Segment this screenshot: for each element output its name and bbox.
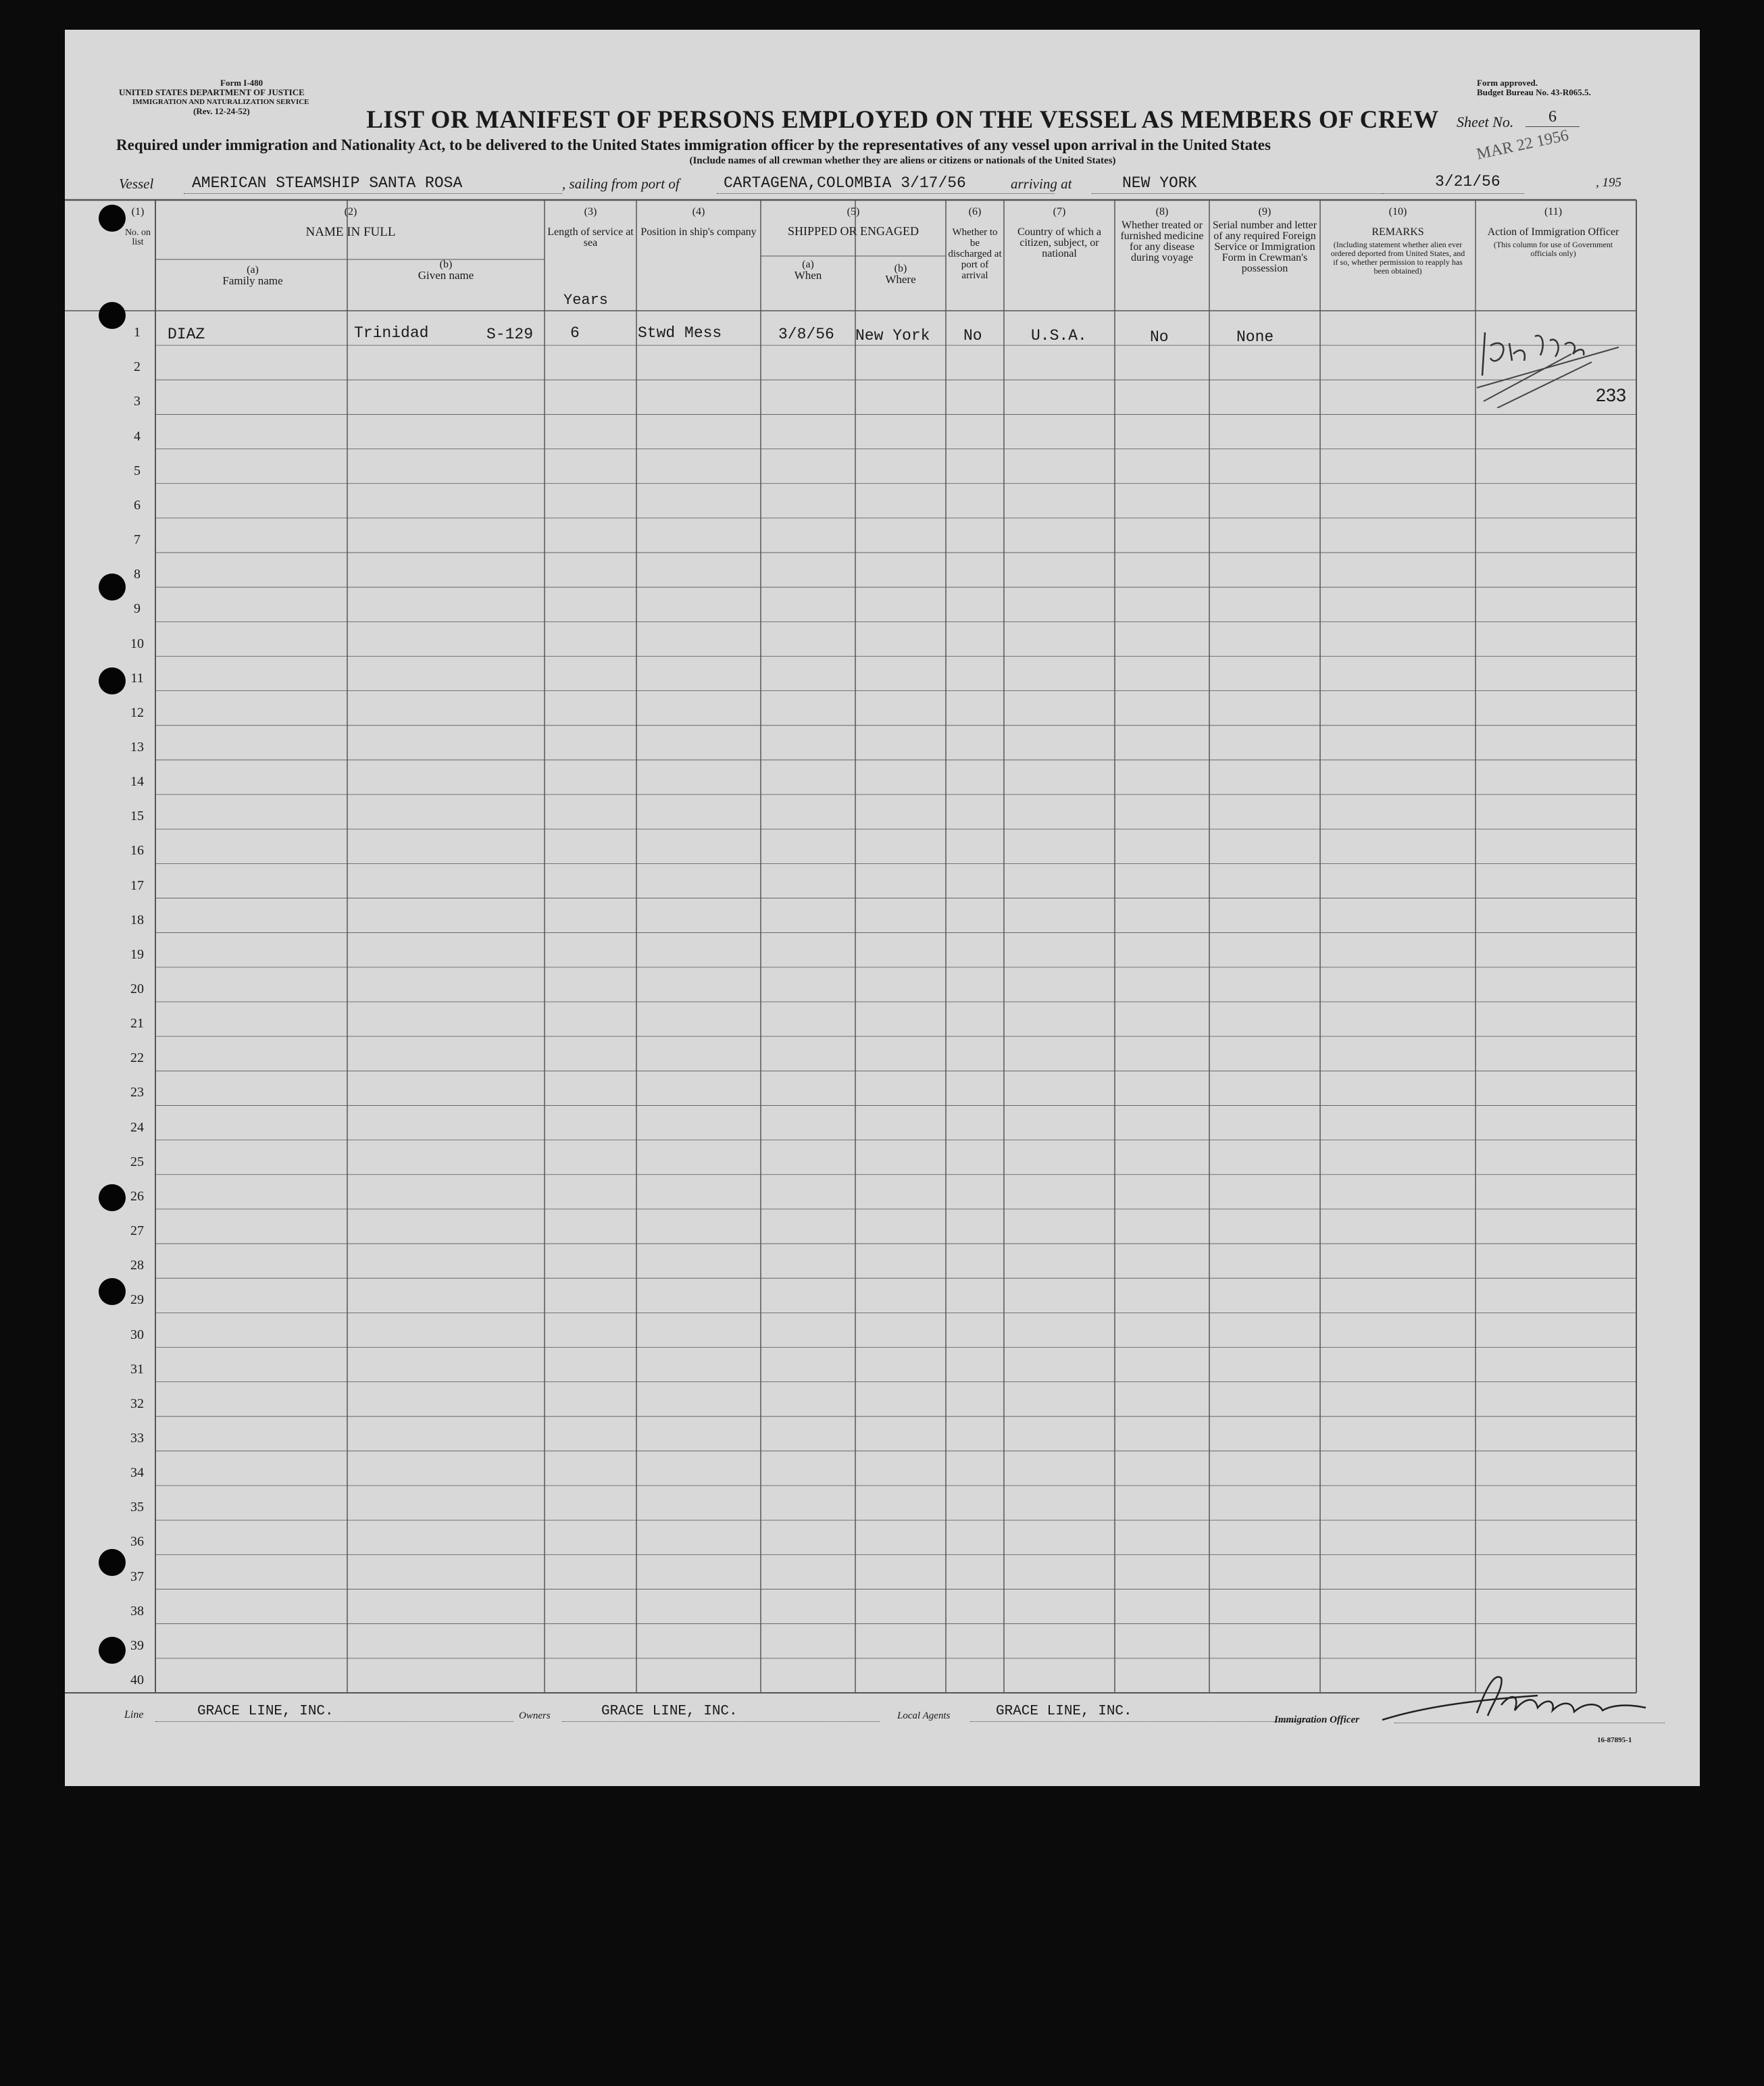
col5b-header: (b) Where [885, 263, 916, 286]
department-name: UNITED STATES DEPARTMENT OF JUSTICE [119, 87, 305, 97]
arrival-date: 3/21/56 [1435, 173, 1501, 190]
sheet-label: Sheet No. [1457, 113, 1514, 130]
col2-header: (2) NAME IN FULL [305, 206, 396, 239]
row-number: 8 [134, 567, 141, 582]
col9-header: (9) Serial number and letter of any required Foreign Service or Immigration Form in Crewman's possession [1212, 206, 1317, 274]
row-number: 14 [130, 774, 144, 790]
entry-years: 6 [570, 324, 580, 342]
year-label: , 195 [1596, 176, 1621, 190]
col2a-header: (a) Family name [222, 264, 283, 287]
page-title: LIST OR MANIFEST OF PERSONS EMPLOYED ON THE VESSEL AS MEMBERS OF CREW [366, 106, 1439, 134]
row-number: 20 [130, 982, 144, 996]
row-number: 26 [130, 1188, 144, 1204]
entry-family-name: DIAZ [168, 326, 205, 343]
col4-header: (4) Position in ship's company [640, 206, 757, 238]
row-number: 35 [130, 1500, 144, 1515]
row-number: 19 [130, 946, 144, 962]
row-number: 23 [130, 1085, 144, 1100]
form-number: Form I-480 [220, 78, 263, 88]
punch-hole [99, 1278, 126, 1305]
col5-header: (5) SHIPPED OR ENGAGED [787, 206, 919, 238]
budget-number: Budget Bureau No. 43-R065.5. [1477, 87, 1591, 97]
row-number: 38 [130, 1603, 144, 1619]
row-number: 13 [130, 739, 144, 755]
row-number: 37 [130, 1569, 144, 1584]
years-unit: Years [563, 292, 609, 309]
row-number: 34 [130, 1465, 144, 1481]
row-number: 1 [134, 325, 141, 340]
row-number: 39 [130, 1637, 144, 1653]
entry-where: New York [855, 327, 930, 345]
subtitle-note: (Include names of all crewman whether they are aliens or citizens or nationals of the United States) [689, 155, 1116, 166]
page-subtitle: Required under immigration and Nationality Act, to be delivered to the United States immigration officer by the representatives of any vessel upon arrival in the United States [116, 136, 1271, 153]
arrival-port: NEW YORK [1122, 174, 1197, 192]
officer-signature [1376, 1658, 1666, 1732]
punch-hole [99, 1549, 126, 1576]
row-number: 3 [134, 394, 141, 409]
officer-label: Immigration Officer [1274, 1714, 1359, 1725]
row-number: 21 [130, 1016, 144, 1032]
col2b-header: (b) Given name [418, 259, 474, 282]
row-number: 7 [134, 532, 141, 548]
owners-value: GRACE LINE, INC. [601, 1704, 738, 1719]
row-number: 33 [130, 1430, 144, 1446]
line-value: GRACE LINE, INC. [197, 1704, 334, 1719]
entry-serial: S-129 [486, 326, 534, 343]
col1-header: (1) No. on list [124, 206, 151, 247]
row-number: 2 [134, 359, 141, 375]
col10-header: (10) REMARKS (Including statement whether alien ever ordered deported from United States, and if so, whether permission to reapply has been obtained) [1330, 206, 1465, 276]
owners-label: Owners [519, 1710, 551, 1721]
row-number: 16 [130, 843, 144, 859]
punch-hole [99, 574, 126, 601]
row-number: 28 [130, 1258, 144, 1273]
row-number: 24 [130, 1119, 144, 1135]
row-number: 22 [130, 1050, 144, 1066]
col5a-header: (a) When [794, 259, 822, 282]
row-number: 27 [130, 1223, 144, 1239]
punch-hole [99, 667, 126, 694]
row-number: 5 [134, 463, 141, 478]
line-label: Line [124, 1709, 144, 1721]
print-code: 16-87895-1 [1597, 1736, 1632, 1744]
row-number: 9 [134, 601, 141, 617]
agents-value: GRACE LINE, INC. [996, 1704, 1132, 1719]
row-number: 31 [130, 1361, 144, 1377]
punch-hole [99, 1184, 126, 1211]
entry-given-name: Trinidad [354, 324, 429, 342]
row-number: 32 [130, 1396, 144, 1411]
row-number: 15 [130, 809, 144, 824]
entry-medicine: No [1150, 328, 1169, 346]
vessel-name: AMERICAN STEAMSHIP SANTA ROSA [192, 174, 463, 192]
sailing-label: , sailing from port of [562, 176, 680, 192]
row-number: 18 [130, 912, 144, 927]
officer-notation: 233 [1596, 385, 1627, 405]
row-number: 29 [130, 1292, 144, 1308]
approval-text: Form approved. [1477, 78, 1538, 88]
col11-header: (11) Action of Immigration Officer (This column for use of Government officials only) [1487, 206, 1619, 258]
entry-position: Stwd Mess [638, 324, 722, 342]
row-number: 4 [134, 428, 141, 444]
manifest-sheet [65, 30, 1700, 1786]
row-number: 25 [130, 1154, 144, 1169]
row-number: 17 [130, 877, 144, 893]
departure-port: CARTAGENA,COLOMBIA 3/17/56 [724, 174, 966, 192]
col3-header: (3) Length of service at sea [547, 206, 634, 249]
row-number: 12 [130, 705, 144, 720]
col6-header: (6) Whether to be discharged at port of arrival [948, 206, 1002, 281]
received-stamp: MAR 22 1956 [1475, 126, 1571, 163]
row-number: 36 [130, 1534, 144, 1550]
service-name: IMMIGRATION AND NATURALIZATION SERVICE [132, 98, 309, 106]
arriving-label: arriving at [1011, 176, 1072, 192]
row-number: 30 [130, 1327, 144, 1342]
punch-hole [99, 1637, 126, 1664]
vessel-label: Vessel [119, 176, 154, 192]
punch-hole [99, 302, 126, 329]
sheet-number: 6 [1526, 108, 1580, 127]
agents-label: Local Agents [897, 1710, 951, 1721]
col8-header: (8) Whether treated or furnished medicine for any disease during voyage [1120, 206, 1204, 263]
entry-form: None [1236, 328, 1274, 346]
row-number: 6 [134, 497, 141, 513]
entry-discharged: No [963, 327, 982, 345]
row-number: 40 [130, 1673, 144, 1687]
punch-hole [99, 205, 126, 232]
row-number: 11 [130, 670, 144, 686]
entry-country: U.S.A. [1031, 327, 1087, 345]
entry-when: 3/8/56 [778, 326, 834, 343]
table-grid [65, 30, 1700, 1786]
revision-date: (Rev. 12-24-52) [193, 106, 250, 116]
col7-header: (7) Country of which a citizen, subject, or national [1017, 206, 1101, 259]
row-number: 10 [130, 636, 144, 651]
